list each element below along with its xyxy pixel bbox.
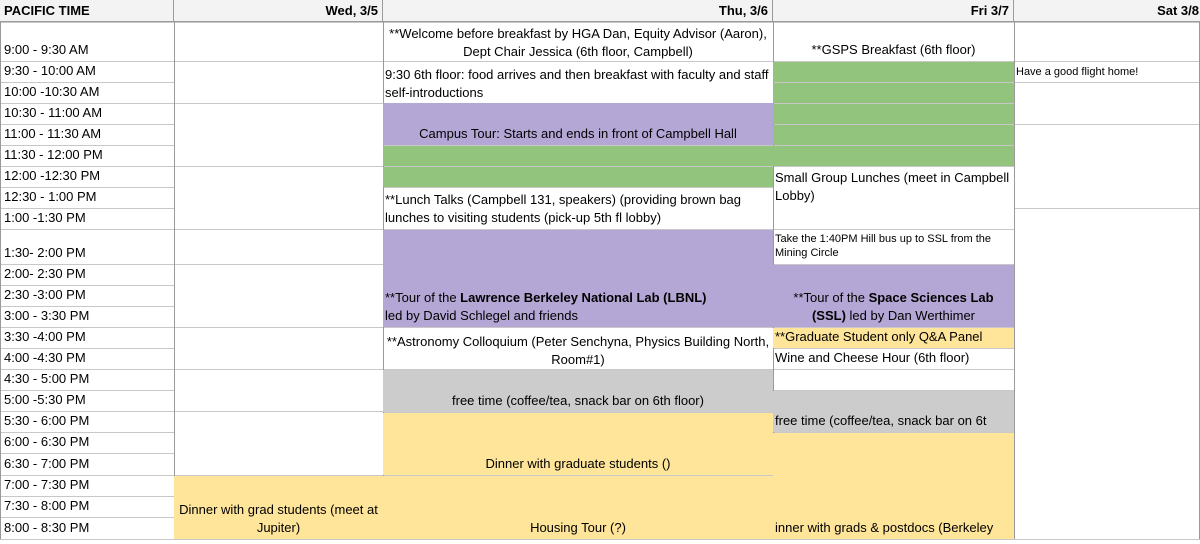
thu-lunch-talks-event[interactable]	[383, 188, 773, 229]
time-slot-label[interactable]: 1:00 -1:30 PM	[4, 210, 86, 225]
fri-ssl-name: Space Sciences Lab (SSL)	[811, 290, 994, 323]
thu-green-block-1[interactable]	[383, 146, 773, 166]
wed-dinner-text: Dinner with grad students (meet at Jupiter)	[179, 502, 378, 535]
fri-lunches-text: Small Group Lunches (meet in Campbell Lobby)	[775, 170, 1010, 203]
fri-green-block-2[interactable]	[773, 83, 1014, 103]
thu-lunch-talks-text: **Lunch Talks (Campbell 131, speakers) (providing brown bag lunches to visiting students (pick-up 5th fl lobby)	[385, 192, 742, 225]
thu-dinner-text: Dinner with graduate students ()	[485, 456, 671, 471]
time-slot-label[interactable]: 12:00 -12:30 PM	[4, 168, 101, 183]
thu-colloquium-event[interactable]	[383, 328, 773, 369]
fri-green-block-1[interactable]	[773, 62, 1014, 82]
time-slot-label[interactable]: 12:30 - 1:00 PM	[4, 189, 97, 204]
fri-lunches-event[interactable]	[773, 167, 1014, 229]
fri-ssl-prefix: **Tour of the	[793, 290, 869, 305]
thu-colloquium-text: **Astronomy Colloquium (Peter Senchyna, Physics Building North, Room#1)	[386, 334, 770, 367]
fri-green-block-3[interactable]	[773, 104, 1014, 124]
thu-free-time-text: free time (coffee/tea, snack bar on 6th floor)	[452, 393, 704, 408]
thu-campus-tour-text: Campus Tour: Starts and ends in front of Campbell Hall	[419, 126, 737, 141]
sat-flight-event[interactable]	[1014, 62, 1200, 82]
thu-breakfast-text: 9:30 6th floor: food arrives and then breakfast with faculty and staff self-introductions	[385, 66, 769, 100]
time-slot-label[interactable]: 7:00 - 7:30 PM	[4, 477, 90, 492]
thu-welcome-event[interactable]	[383, 23, 773, 61]
fri-dinner-event[interactable]	[773, 433, 1014, 539]
fri-dinner-text: inner with grads & postdocs (Berkeley	[775, 520, 994, 535]
header-day-sat[interactable]: Sat 3/8	[1014, 0, 1200, 22]
fri-wine-cheese-event[interactable]	[773, 349, 1014, 369]
thu-lbnl-tour-event[interactable]	[383, 230, 773, 327]
time-slot-label[interactable]: 10:30 - 11:00 AM	[4, 105, 103, 120]
time-slot-label[interactable]: 6:30 - 7:00 PM	[4, 456, 90, 471]
time-slot-label[interactable]: 5:30 - 6:00 PM	[4, 413, 90, 428]
fri-ssl-suffix: led by Dan Werthimer	[845, 308, 976, 323]
time-slot-label[interactable]: 6:00 - 6:30 PM	[4, 434, 90, 449]
time-slot-label[interactable]: 8:00 - 8:30 PM	[4, 520, 90, 535]
fri-wine-cheese-text: Wine and Cheese Hour (6th floor)	[775, 350, 970, 365]
thu-lbnl-prefix: **Tour of the	[385, 290, 461, 305]
thu-lbnl-tour-text	[385, 289, 707, 325]
time-slot-label[interactable]: 9:30 - 10:00 AM	[4, 63, 96, 78]
fri-qa-panel-event[interactable]	[773, 328, 1014, 348]
header-time-column[interactable]: PACIFIC TIME	[0, 0, 174, 22]
time-slot-label[interactable]: 11:30 - 12:00 PM	[4, 147, 103, 162]
thu-lbnl-name: Lawrence Berkeley National Lab (LBNL)	[460, 290, 707, 305]
time-slot-label[interactable]: 9:00 - 9:30 AM	[4, 42, 89, 57]
thu-campus-tour-event[interactable]	[383, 103, 773, 145]
time-slot-label[interactable]: 2:30 -3:00 PM	[4, 287, 86, 302]
fri-bus-text: Take the 1:40PM Hill bus up to SSL from the Mining Circle	[775, 233, 992, 259]
thu-green-block-2[interactable]	[383, 167, 773, 187]
thu-welcome-text: **Welcome before breakfast by HGA Dan, Equity Advisor (Aaron), Dept Chair Jessica (6th floor, Campbell)	[389, 26, 767, 59]
fri-bus-event[interactable]	[773, 230, 1014, 264]
fri-ssl-tour-text	[775, 289, 1012, 325]
time-slot-label[interactable]: 11:00 - 11:30 AM	[4, 126, 102, 141]
fri-green-block-4[interactable]	[773, 125, 1014, 145]
thu-free-time-event[interactable]	[383, 370, 773, 412]
time-slot-label[interactable]: 4:30 - 5:00 PM	[4, 371, 90, 386]
thu-dinner-event[interactable]	[383, 413, 773, 475]
time-slot-label[interactable]: 4:00 -4:30 PM	[4, 350, 86, 365]
thu-lbnl-suffix: led by David Schlegel and friends	[385, 308, 578, 323]
fri-qa-panel-text: **Graduate Student only Q&A Panel	[775, 329, 983, 344]
time-slot-label[interactable]: 3:30 -4:00 PM	[4, 329, 86, 344]
header-day-fri[interactable]: Fri 3/7	[773, 0, 1014, 22]
wed-dinner-event[interactable]	[174, 476, 383, 539]
header-day-wed[interactable]: Wed, 3/5	[174, 0, 383, 22]
time-slot-label[interactable]: 7:30 - 8:00 PM	[4, 498, 90, 513]
thu-breakfast-event[interactable]	[383, 64, 773, 103]
time-slot-label[interactable]: 2:00- 2:30 PM	[4, 266, 86, 281]
time-slot-label[interactable]: 10:00 -10:30 AM	[4, 84, 100, 99]
thu-housing-tour-event[interactable]	[383, 476, 773, 539]
time-slot-label[interactable]: 1:30- 2:00 PM	[4, 245, 86, 260]
sat-flight-text: Have a good flight home!	[1016, 66, 1139, 78]
fri-green-block-5[interactable]	[773, 146, 1014, 166]
fri-free-time-text: free time (coffee/tea, snack bar on 6t	[775, 413, 987, 428]
fri-breakfast-text: **GSPS Breakfast (6th floor)	[811, 42, 976, 57]
thu-housing-tour-text: Housing Tour (?)	[530, 520, 626, 535]
header-day-thu[interactable]: Thu, 3/6	[383, 0, 773, 22]
time-slot-label[interactable]: 3:00 - 3:30 PM	[4, 308, 90, 323]
fri-breakfast-event[interactable]	[773, 23, 1014, 61]
time-slot-label[interactable]: 5:00 -5:30 PM	[4, 392, 86, 407]
fri-ssl-tour-event[interactable]	[773, 265, 1014, 327]
fri-free-time-event[interactable]	[773, 391, 1014, 432]
